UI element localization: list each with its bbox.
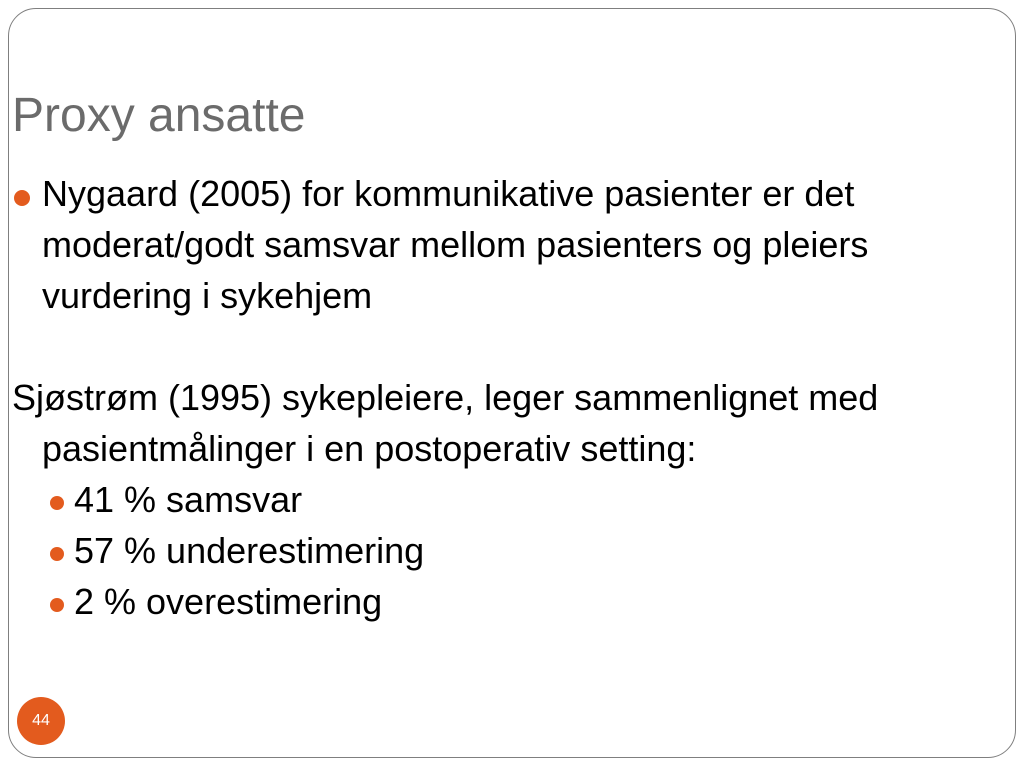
sub-bullet-text: 57 % underestimering [74, 530, 425, 571]
paragraph-text: Sjøstrøm (1995) sykepleiere, leger sammenlignet med pasientmålinger i en postoperativ setting: [12, 377, 879, 469]
bullet-item-nygaard [12, 168, 992, 321]
slide-body [12, 168, 992, 627]
bullet-dot-icon [50, 598, 64, 612]
sub-bullet-text: 2 % overestimering [74, 581, 383, 622]
paragraph-spacer [12, 321, 992, 372]
page-number-badge: 44 [17, 697, 65, 745]
slide-title: Proxy ansatte [12, 89, 306, 142]
bullet-text: Nygaard (2005) for kommunikative pasienter er det moderat/godt samsvar mellom pasienters og pleiers vurdering i sykehjem [42, 173, 869, 316]
paragraph-sjostrom [12, 372, 992, 474]
sub-bullet-item-overestimering [12, 576, 992, 627]
sub-bullet-text: 41 % samsvar [74, 479, 303, 520]
bullet-dot-icon [50, 496, 64, 510]
bullet-dot-icon [14, 190, 30, 206]
bullet-dot-icon [50, 547, 64, 561]
sub-bullet-item-underestimering [12, 525, 992, 576]
sub-bullet-item-samsvar [12, 474, 992, 525]
